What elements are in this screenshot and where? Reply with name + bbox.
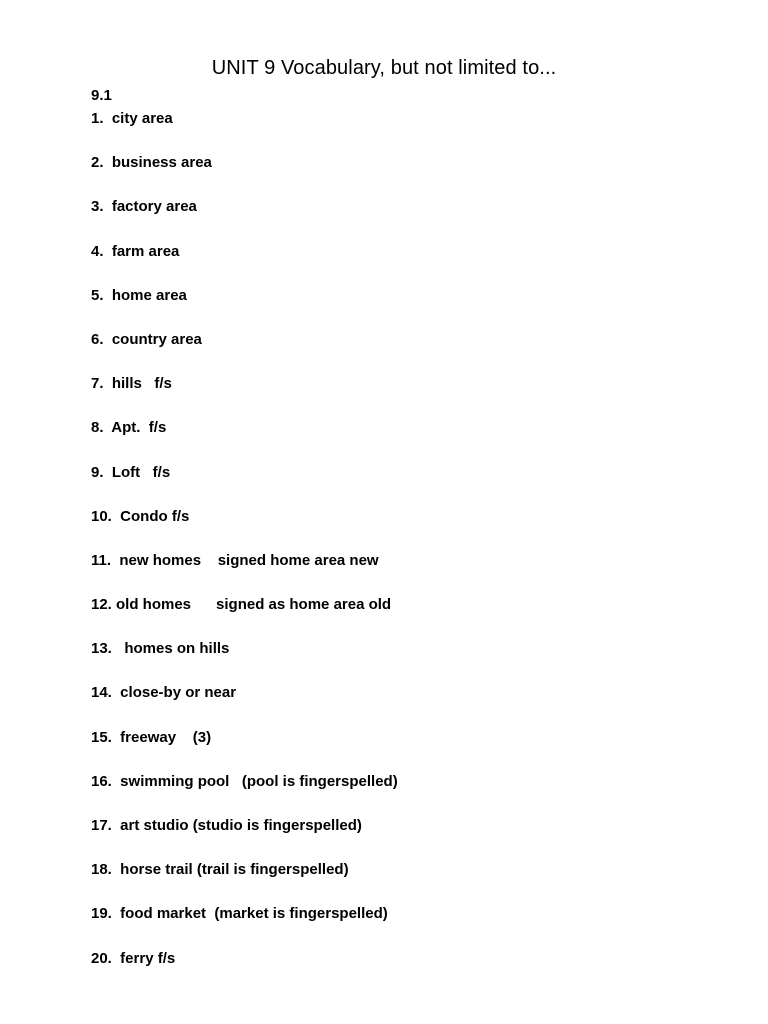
list-item: 19. food market (market is fingerspelled) [91, 905, 388, 923]
section-label: 9.1 [91, 87, 112, 104]
list-item: 18. horse trail (trail is fingerspelled) [91, 861, 349, 879]
list-item: 17. art studio (studio is fingerspelled) [91, 817, 362, 834]
list-item: 6. country area [91, 330, 202, 348]
list-item: 15. freeway (3) [91, 728, 212, 746]
list-item: 7. hills f/s [91, 375, 172, 393]
list-item: 12. old homes signed as home area old [91, 596, 392, 614]
list-item: 2. business area [91, 154, 212, 172]
page-title: UNIT 9 Vocabulary, but not limited to... [211, 57, 557, 79]
list-item: 11. new homes signed home area new [91, 551, 379, 569]
list-item: 1. city area [91, 110, 173, 127]
list-item: 5. home area [91, 286, 187, 304]
list-item: 16. swimming pool (pool is fingerspelled) [91, 772, 398, 790]
list-item: 14. close-by or near [91, 684, 237, 702]
list-item: 4. farm area [91, 242, 180, 260]
vocabulary-list [91, 109, 398, 993]
list-item: 13. homes on hills [91, 640, 230, 658]
list-item: 20. ferry f/s [91, 949, 176, 967]
list-item: 3. factory area [91, 198, 197, 216]
list-item: 8. Apt. f/s [91, 419, 167, 437]
list-item: 10. Condo f/s [91, 507, 190, 525]
list-item: 9. Loft f/s [91, 463, 171, 481]
